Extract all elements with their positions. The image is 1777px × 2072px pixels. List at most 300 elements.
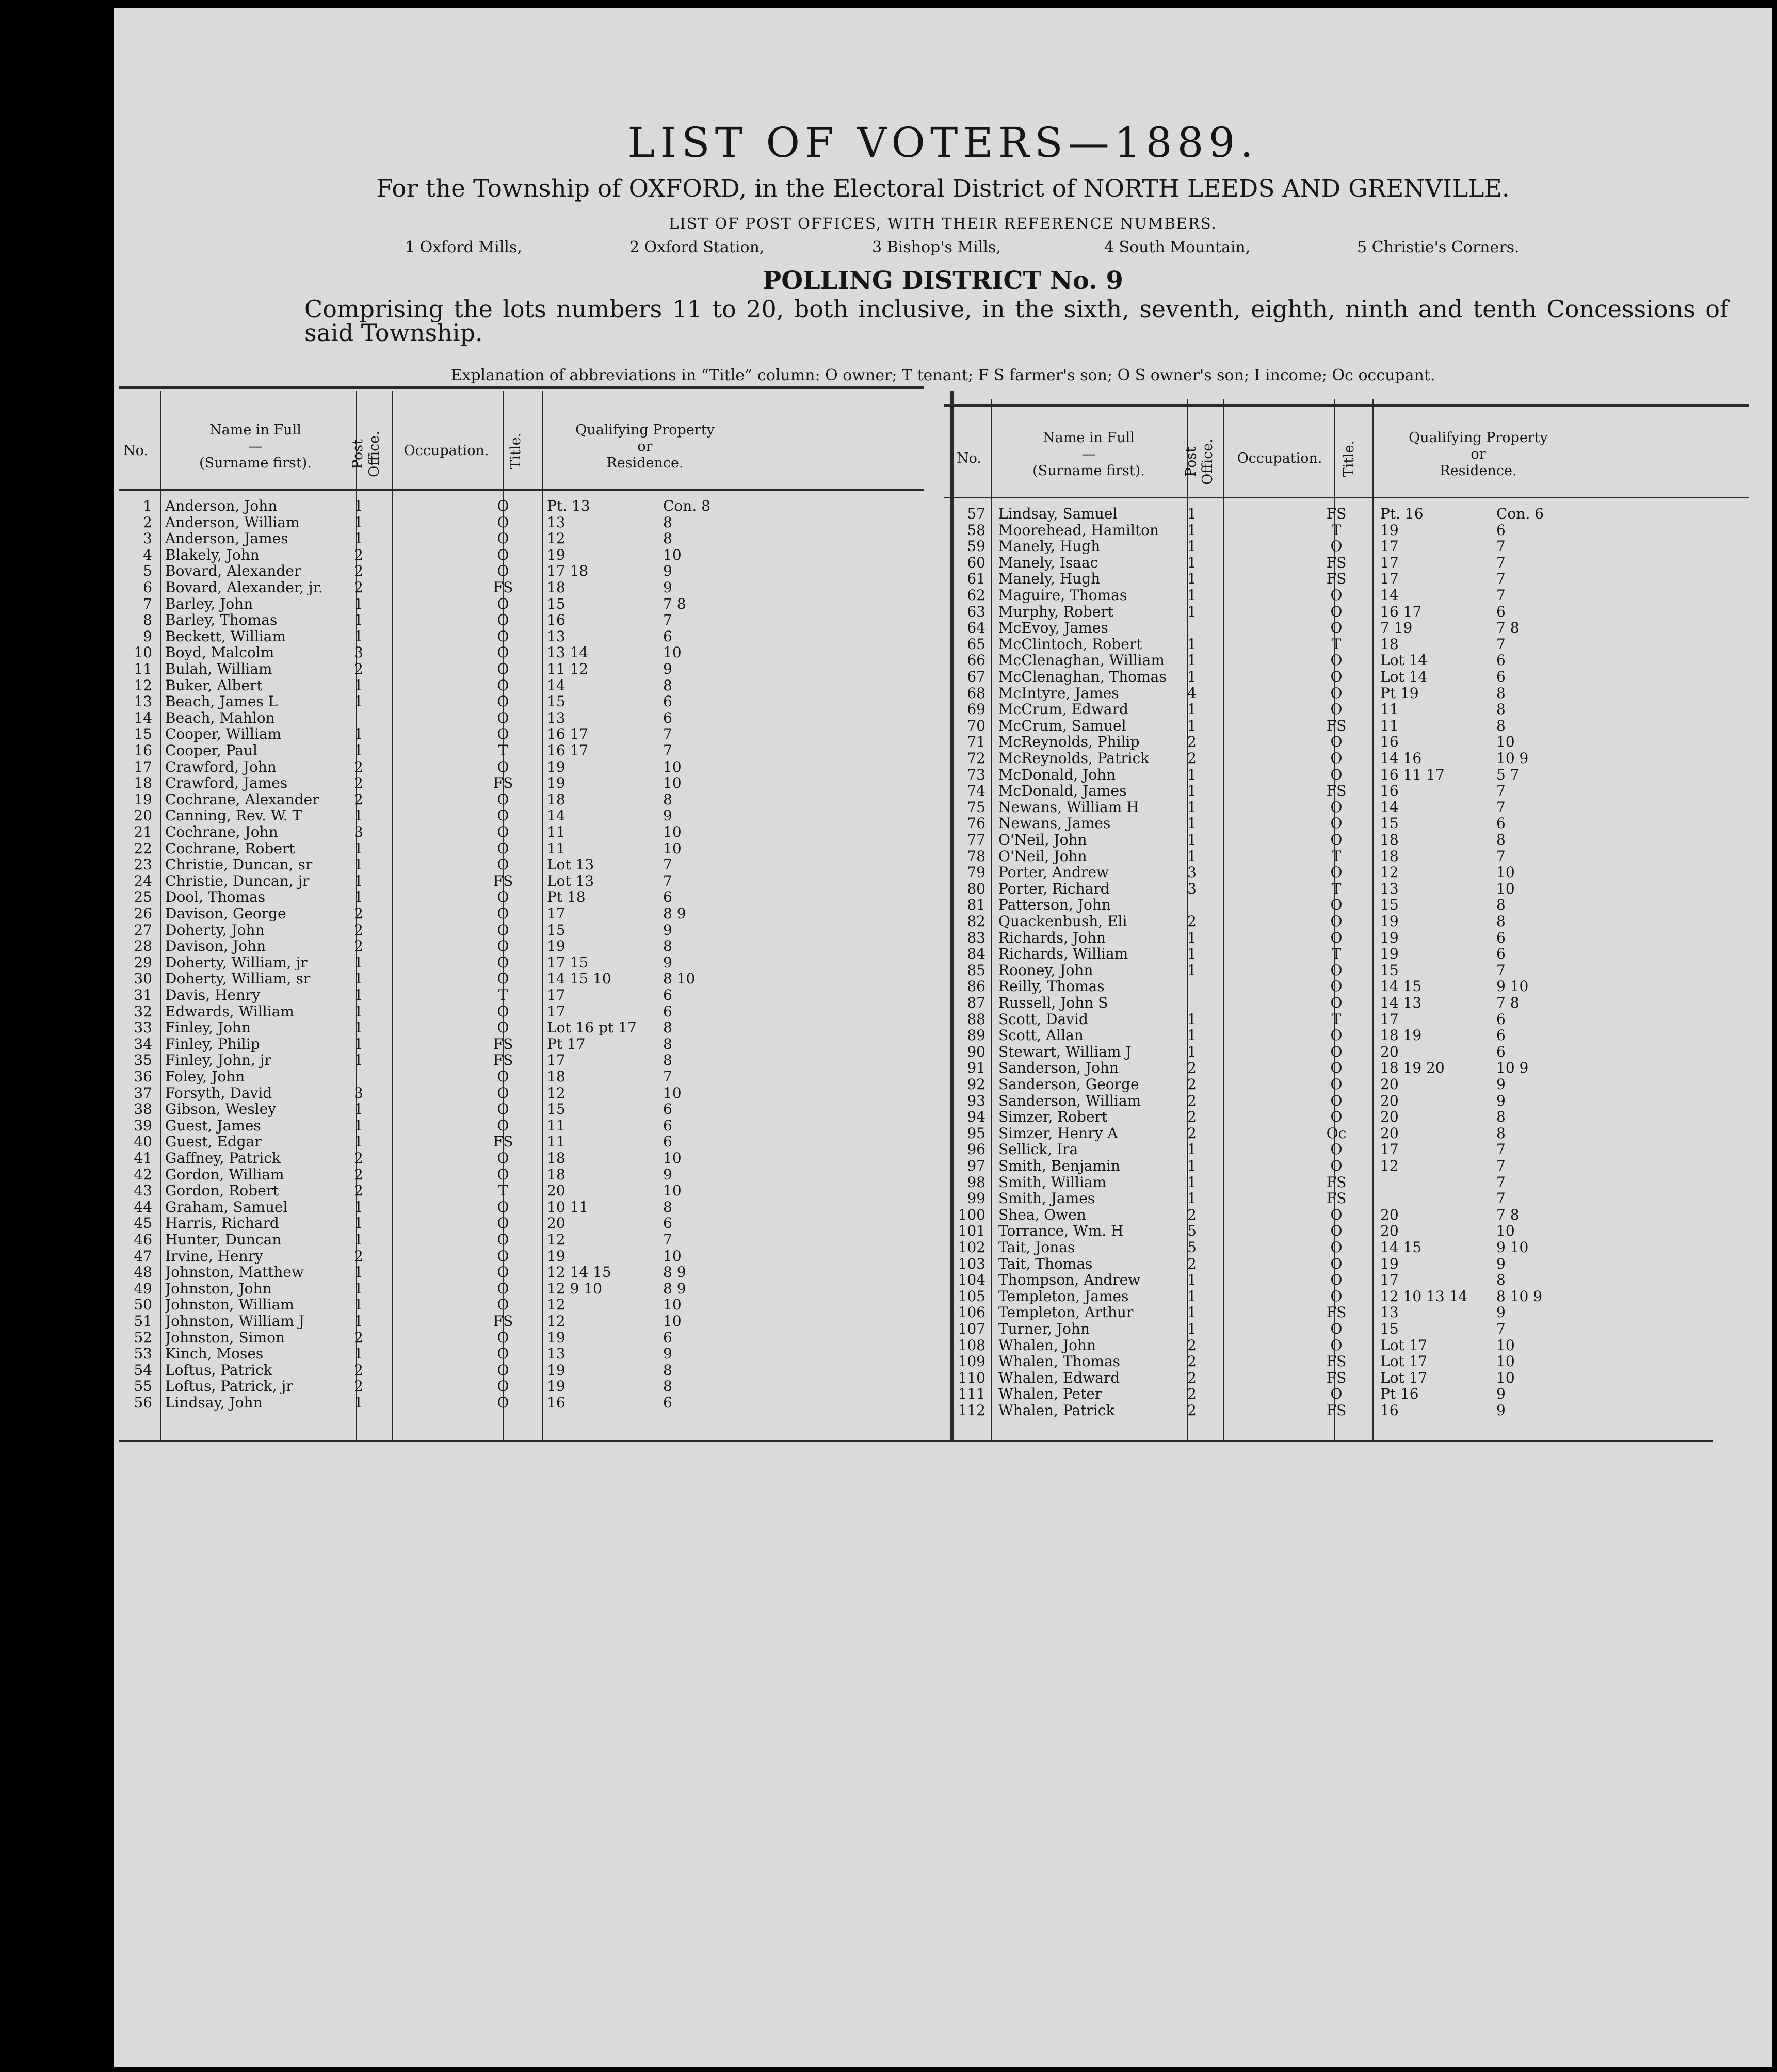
lot-number: 12 [547, 1084, 566, 1102]
concession-number: 8 9 [663, 1264, 686, 1281]
concession-number: 6 [1496, 668, 1506, 685]
voter-name: Christie, Duncan, sr [165, 857, 313, 873]
post-office-ref: 2 [1187, 1385, 1197, 1403]
lot-number: Lot 13 [547, 872, 594, 889]
lot-number: 16 17 [547, 742, 589, 759]
title-code: FS [1326, 1369, 1347, 1386]
post-office-ref: 2 [1187, 1336, 1197, 1354]
row-number: 34 [134, 1035, 152, 1053]
title-code: T [1331, 521, 1342, 539]
title-code: O [497, 839, 509, 857]
voter-name: McClintoch, Robert [998, 636, 1142, 652]
row-number: 91 [967, 1059, 986, 1077]
post-offices-list [114, 238, 1772, 261]
header-property-or: or [637, 439, 653, 455]
lot-number: 13 [547, 513, 566, 531]
concession-number: 10 [1496, 1222, 1515, 1240]
lot-number: 15 [547, 595, 566, 612]
title-code: O [1330, 1027, 1343, 1044]
concession-number: 7 [1496, 1141, 1506, 1158]
lot-number: 15 [1380, 1320, 1399, 1337]
concession-number: 7 8 [1496, 619, 1520, 637]
header-post-office: Post Office. [1183, 439, 1216, 485]
row-number: 106 [958, 1304, 986, 1321]
lot-number: 20 [1380, 1092, 1399, 1109]
title-code: O [497, 888, 509, 906]
lot-number: 15 [1380, 896, 1399, 914]
voter-name: Canning, Rev. W. T [165, 808, 302, 824]
concession-number: 7 [1496, 1320, 1506, 1337]
lot-number: 11 [1380, 701, 1399, 718]
voter-name: Quackenbush, Eli [998, 914, 1127, 929]
post-office-ref: 2 [1187, 750, 1197, 767]
title-code: O [497, 725, 509, 743]
voter-name: Anderson, John [165, 498, 278, 514]
title-code: O [497, 1084, 509, 1102]
post-office-ref: 2 [354, 758, 363, 775]
post-office-ref: 1 [1187, 782, 1197, 800]
row-number: 87 [967, 994, 986, 1011]
voter-name: Reilly, Thomas [998, 979, 1105, 995]
lot-number: 10 11 [547, 1198, 589, 1216]
lot-number: 17 [1380, 538, 1399, 555]
voter-name: Turner, John [998, 1321, 1090, 1337]
voter-name: Moorehead, Hamilton [998, 522, 1159, 538]
title-code: O [1330, 913, 1343, 930]
post-office-ref: 1 [1187, 961, 1197, 979]
concession-number: 10 9 [1496, 1059, 1529, 1077]
concession-number: 8 [1496, 913, 1506, 930]
post-office-ref: 2 [354, 1361, 363, 1379]
post-office-ref: 1 [354, 1345, 363, 1363]
concession-number: 10 [1496, 1336, 1515, 1354]
row-number: 46 [134, 1231, 152, 1248]
concession-number: 6 [1496, 815, 1506, 832]
voter-name: Gordon, Robert [165, 1183, 279, 1199]
title-code: O [497, 562, 509, 580]
title-code: O [1330, 1271, 1343, 1289]
concession-number: 6 [663, 1394, 672, 1411]
title-code: O [497, 758, 509, 775]
row-number: 96 [967, 1141, 986, 1158]
post-office-ref: 2 [354, 1182, 363, 1200]
title-code: FS [1326, 782, 1347, 800]
post-offices-heading: LIST OF POST OFFICES, WITH THEIR REFERENCE NUMBERS. [669, 215, 1217, 232]
voter-name: Smith, William [998, 1174, 1107, 1190]
voter-name: Porter, Andrew [998, 865, 1109, 881]
voter-name: Scott, Allan [998, 1028, 1084, 1044]
concession-number: 8 9 [663, 1280, 686, 1297]
post-office-item: 4 South Mountain, [1104, 238, 1251, 256]
voter-name: Finley, John [165, 1020, 251, 1036]
concession-number: 6 [663, 693, 672, 710]
title-code: O [1330, 1320, 1343, 1337]
lot-number: 17 [547, 905, 566, 922]
concession-number: 6 [663, 1116, 672, 1134]
title-code: FS [493, 1313, 513, 1330]
title-code: O [497, 1116, 509, 1134]
post-office-item: 5 Christie's Corners. [1357, 238, 1520, 256]
title-code: Oc [1326, 1124, 1347, 1142]
lot-number: 17 [1380, 1271, 1399, 1289]
title-code: O [497, 1296, 509, 1314]
row-number: 21 [134, 823, 152, 840]
concession-number: 9 [663, 807, 672, 824]
concession-number: 8 [663, 790, 672, 808]
voter-name: Beckett, William [165, 628, 286, 644]
row-number: 3 [143, 530, 152, 547]
row-number: 80 [967, 880, 986, 897]
post-office-ref: 2 [1187, 1402, 1197, 1419]
lot-number: 18 [1380, 635, 1399, 653]
voter-name: McDonald, James [998, 783, 1127, 799]
lot-number: 11 [547, 1133, 566, 1151]
title-code: FS [1326, 1402, 1347, 1419]
title-code: O [1330, 1336, 1343, 1354]
voter-name: Whalen, Patrick [998, 1403, 1115, 1418]
lot-number: Lot 13 [547, 856, 594, 873]
row-number: 72 [967, 750, 986, 767]
concession-number: 7 [1496, 635, 1506, 653]
concession-number: 8 [663, 530, 672, 547]
header-property-sub: Residence. [1440, 463, 1517, 479]
title-code: O [497, 1100, 509, 1118]
lot-number: 12 [547, 1231, 566, 1248]
post-office-ref: 1 [354, 1051, 363, 1069]
concession-number: 9 [663, 953, 672, 971]
title-code: T [1331, 635, 1342, 653]
row-number: 92 [967, 1076, 986, 1093]
voter-name: Murphy, Robert [998, 604, 1114, 620]
row-number: 25 [134, 888, 152, 906]
lot-number: 13 [1380, 1304, 1399, 1321]
row-number: 73 [967, 766, 986, 783]
title-code: O [497, 953, 509, 971]
lot-number: 15 [547, 1100, 566, 1118]
header-property: Qualifying Property [575, 422, 715, 438]
title-code: FS [1326, 1353, 1347, 1370]
lot-number: 14 15 [1380, 978, 1422, 995]
row-number: 102 [958, 1239, 986, 1256]
row-number: 84 [967, 945, 986, 963]
post-office-ref: 1 [354, 1394, 363, 1411]
title-code: FS [493, 774, 513, 792]
post-office-ref: 2 [1187, 1353, 1197, 1370]
title-code: O [497, 497, 509, 514]
concession-number: 7 8 [1496, 1206, 1520, 1223]
lot-number: 12 [547, 1296, 566, 1314]
lot-number: 16 [1380, 782, 1399, 800]
title-code: O [1330, 1385, 1343, 1403]
voter-name: Dool, Thomas [165, 889, 266, 905]
row-number: 70 [967, 717, 986, 734]
title-code: O [497, 1280, 509, 1297]
post-office-ref: 3 [354, 644, 363, 661]
row-number: 6 [143, 579, 152, 596]
lot-number: 19 [1380, 913, 1399, 930]
concession-number: 6 [663, 1329, 672, 1346]
title-code: O [1330, 668, 1343, 685]
post-office-ref: 1 [1187, 635, 1197, 653]
lot-number: Pt. 16 [1380, 505, 1424, 522]
post-office-ref: 1 [1187, 1304, 1197, 1321]
voter-name: Manely, Hugh [998, 571, 1101, 587]
post-office-ref: 1 [1187, 505, 1197, 522]
header-title: Title. [1341, 440, 1357, 477]
row-number: 61 [967, 570, 986, 588]
title-code: O [497, 970, 509, 988]
concession-number: 8 [1496, 1124, 1506, 1142]
voter-name: Newans, William H [998, 799, 1139, 815]
post-office-ref: 1 [354, 725, 363, 743]
row-number: 81 [967, 896, 986, 914]
post-office-ref: 1 [354, 1035, 363, 1053]
concession-number: 7 [1496, 538, 1506, 555]
post-office-ref: 2 [354, 774, 363, 792]
concession-number: 9 [1496, 1092, 1506, 1109]
concession-number: 9 [663, 921, 672, 938]
lot-number: 11 [547, 1116, 566, 1134]
post-office-ref: 2 [354, 790, 363, 808]
voter-name: Gordon, William [165, 1167, 284, 1183]
title-code: O [497, 823, 509, 840]
voter-name: Whalen, Edward [998, 1370, 1120, 1386]
concession-number: 6 [1496, 521, 1506, 539]
concession-number: 8 [1496, 896, 1506, 914]
post-office-ref: 2 [354, 660, 363, 677]
voter-name: Finley, John, jr [165, 1053, 271, 1069]
post-office-ref: 3 [1187, 864, 1197, 881]
post-office-ref: 1 [1187, 1173, 1197, 1191]
lot-number: 19 [1380, 929, 1399, 946]
row-number: 100 [958, 1206, 986, 1223]
voter-name: Thompson, Andrew [998, 1272, 1141, 1288]
post-office-ref: 1 [354, 676, 363, 694]
header-name-dash: — [248, 439, 263, 455]
title-code: O [497, 1002, 509, 1020]
lot-number: 14 [547, 807, 566, 824]
title-code: FS [493, 1133, 513, 1151]
concession-number: 10 [663, 1182, 682, 1200]
concession-number: 6 [663, 888, 672, 906]
concession-number: 10 [663, 1150, 682, 1167]
voter-name: Patterson, John [998, 897, 1111, 913]
lot-number: 17 [1380, 1010, 1399, 1028]
title-code: FS [1326, 717, 1347, 734]
title-code: O [497, 790, 509, 808]
lot-number: 13 [1380, 880, 1399, 897]
title-code: FS [1326, 505, 1347, 522]
post-office-ref: 2 [354, 1247, 363, 1265]
voter-name: Irvine, Henry [165, 1248, 263, 1264]
title-code: O [1330, 961, 1343, 979]
title-code: FS [493, 579, 513, 596]
title-code: O [497, 627, 509, 645]
voter-name: Sellick, Ira [998, 1142, 1078, 1158]
row-number: 64 [967, 619, 986, 637]
concession-number: 7 8 [663, 595, 686, 612]
concession-number: 10 [1496, 1353, 1515, 1370]
voter-name: Guest, Edgar [165, 1134, 262, 1150]
concession-number: 10 [663, 644, 682, 661]
title-code: O [1330, 831, 1343, 848]
voter-name: Whalen, Thomas [998, 1354, 1121, 1370]
voter-name: Tait, Jonas [998, 1240, 1075, 1255]
concession-number: 7 8 [1496, 994, 1520, 1011]
lot-number: 17 [1380, 1141, 1399, 1158]
post-office-ref: 1 [354, 888, 363, 906]
voter-name: Templeton, James [998, 1288, 1129, 1304]
voter-name: Tait, Thomas [998, 1256, 1093, 1272]
voter-name: Loftus, Patrick [165, 1362, 272, 1378]
voter-name: Doherty, William, sr [165, 971, 311, 987]
lot-number: 11 [1380, 717, 1399, 734]
post-office-ref: 2 [1187, 733, 1197, 751]
lot-number: 14 15 [1380, 1239, 1422, 1256]
voter-name: Manely, Isaac [998, 555, 1098, 571]
title-code: O [497, 905, 509, 922]
post-office-ref: 1 [354, 1100, 363, 1118]
row-number: 15 [134, 725, 152, 743]
lot-number: 12 14 15 [547, 1264, 611, 1281]
voter-name: Crawford, James [165, 775, 288, 791]
concession-number: 10 [663, 823, 682, 840]
lot-number: 18 [547, 579, 566, 596]
lot-number: Pt 18 [547, 888, 586, 906]
voter-name: Graham, Samuel [165, 1199, 288, 1215]
title-code: O [1330, 750, 1343, 767]
title-code: O [497, 676, 509, 694]
post-office-ref: 1 [1187, 1190, 1197, 1207]
title-code: O [1330, 538, 1343, 555]
row-number: 104 [958, 1271, 986, 1289]
concession-number: 10 [663, 1296, 682, 1314]
lot-number: 20 [1380, 1222, 1399, 1240]
row-number: 98 [967, 1173, 986, 1191]
title-code: FS [1326, 554, 1347, 571]
lot-number: 17 15 [547, 953, 589, 971]
row-number: 65 [967, 635, 986, 653]
lot-number: 16 [547, 611, 566, 629]
row-number: 57 [967, 505, 986, 522]
title-code: O [1330, 1108, 1343, 1126]
lot-number: 13 [547, 709, 566, 726]
concession-number: 9 [663, 1166, 672, 1183]
voter-name: Lindsay, John [165, 1395, 263, 1411]
row-number: 62 [967, 587, 986, 604]
concession-number: 7 [1496, 1190, 1506, 1207]
voter-name: Rooney, John [998, 962, 1093, 978]
lot-number: 14 [1380, 798, 1399, 816]
voter-name: Simzer, Henry A [998, 1125, 1118, 1141]
row-number: 89 [967, 1027, 986, 1044]
concession-number: 6 [663, 1215, 672, 1232]
title-code: O [1330, 684, 1343, 702]
post-office-ref: 1 [354, 1116, 363, 1134]
post-office-ref: 2 [354, 1150, 363, 1167]
voter-name: Davison, George [165, 906, 286, 921]
header-property: Qualifying Property [1409, 430, 1548, 446]
header-occupation: Occupation. [1237, 450, 1322, 466]
concession-number: 8 [1496, 701, 1506, 718]
post-office-ref: 1 [354, 595, 363, 612]
voter-name: Johnston, William [165, 1297, 294, 1313]
lot-number: 20 [1380, 1043, 1399, 1060]
post-office-ref: 1 [1187, 1141, 1197, 1158]
row-number: 43 [134, 1182, 152, 1200]
title-code: O [1330, 1043, 1343, 1060]
row-number: 39 [134, 1116, 152, 1134]
lot-number: Lot 14 [1380, 652, 1428, 669]
title-code: O [497, 1068, 509, 1085]
voter-name: Harris, Richard [165, 1216, 279, 1232]
voter-name: Newans, James [998, 816, 1111, 832]
lot-number: 11 [547, 839, 566, 857]
lot-number: Lot 17 [1380, 1353, 1428, 1370]
table-top-rule [119, 386, 924, 388]
title-code: O [497, 530, 509, 547]
post-office-ref: 1 [1187, 668, 1197, 685]
post-office-ref: 1 [1187, 717, 1197, 734]
lot-number: 20 [547, 1215, 566, 1232]
row-number: 51 [134, 1313, 152, 1330]
row-number: 110 [958, 1369, 986, 1386]
post-office-item: 3 Bishop's Mills, [872, 238, 1001, 256]
title-code: O [497, 921, 509, 938]
voter-name: Kinch, Moses [165, 1346, 264, 1362]
voter-name: Templeton, Arthur [998, 1305, 1134, 1321]
title-code: O [497, 693, 509, 710]
lot-number: 19 [547, 1361, 566, 1379]
lot-number: 18 [547, 1068, 566, 1085]
row-number: 12 [134, 676, 152, 694]
lot-number: 13 [547, 627, 566, 645]
row-number: 28 [134, 937, 152, 955]
post-office-ref: 3 [354, 823, 363, 840]
voter-name: McReynolds, Patrick [998, 751, 1150, 766]
row-number: 20 [134, 807, 152, 824]
post-office-ref: 2 [354, 1329, 363, 1346]
title-code: O [1330, 929, 1343, 946]
row-number: 4 [143, 546, 152, 563]
voter-name: Loftus, Patrick, jr [165, 1379, 293, 1395]
post-office-ref: 1 [354, 742, 363, 759]
header-name-sub: (Surname first). [1032, 463, 1145, 479]
post-office-ref: 1 [1187, 652, 1197, 669]
title-code: O [497, 1378, 509, 1395]
row-number: 77 [967, 831, 986, 848]
abbreviation-explanation: Explanation of abbreviations in “Title” column: O owner; T tenant; F S farmer's son; O S owner's son; I income; Oc occupant. [450, 366, 1435, 384]
concession-number: 6 [1496, 929, 1506, 946]
concession-number: 9 [1496, 1304, 1506, 1321]
row-number: 94 [967, 1108, 986, 1126]
voter-name: Anderson, James [165, 531, 288, 547]
lot-number: 18 19 [1380, 1027, 1422, 1044]
post-office-ref: 1 [1187, 1027, 1197, 1044]
row-number: 23 [134, 856, 152, 873]
row-number: 66 [967, 652, 986, 669]
concession-number: 9 [1496, 1402, 1506, 1419]
row-number: 82 [967, 913, 986, 930]
post-office-ref: 1 [1187, 766, 1197, 783]
header-occupation: Occupation. [403, 443, 489, 459]
row-number: 27 [134, 921, 152, 938]
title-code: FS [1326, 570, 1347, 588]
post-office-ref: 1 [354, 807, 363, 824]
voter-name: Smith, James [998, 1191, 1095, 1207]
concession-number: 8 [663, 1198, 672, 1216]
lot-number: 12 [1380, 1157, 1399, 1174]
